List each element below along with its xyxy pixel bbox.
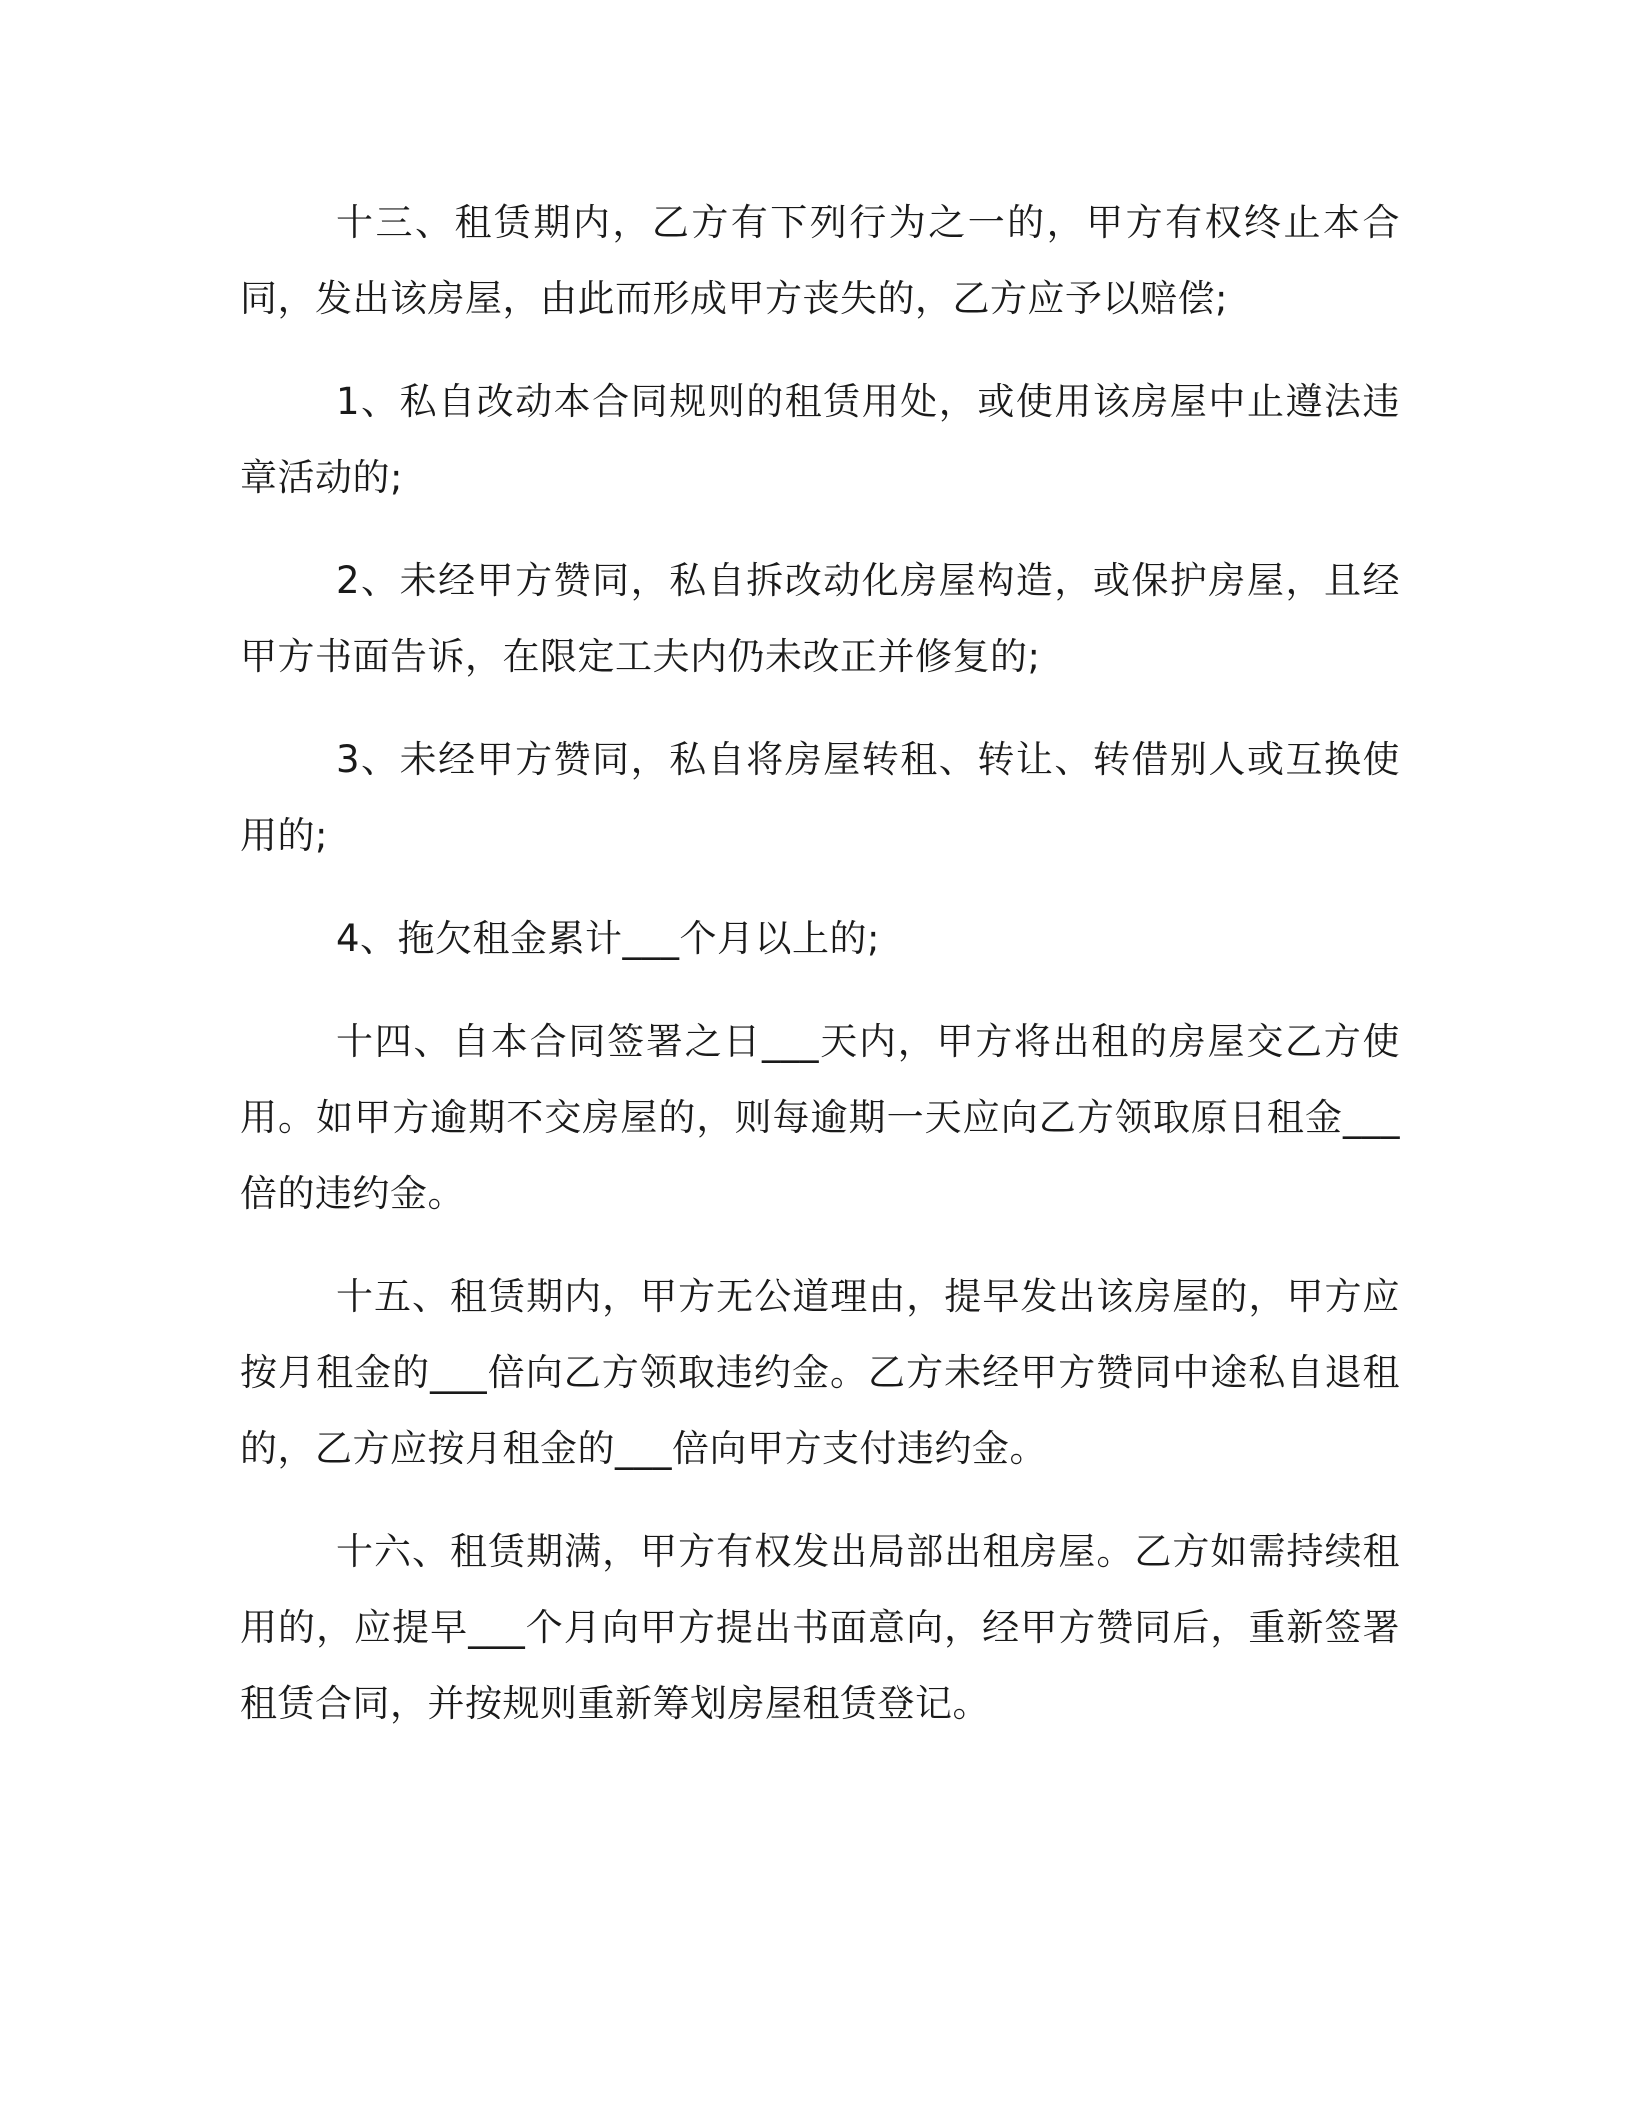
clause-13: 十三、租赁期内，乙方有下列行为之一的，甲方有权终止本合同，发出该房屋，由此而形成甲方丧失的，乙方应予以赔偿; [240,201,1400,320]
clause-13-item-4: 4、拖欠租金累计___个月以上的; [336,917,881,960]
clause-13-item-1: 1、私自改动本合同规则的租赁用处，或使用该房屋中止遵法违章活动的; [240,380,1400,499]
clause-15: 十五、租赁期内，甲方无公道理由，提早发出该房屋的，甲方应按月租金的___倍向乙方领取违约金。乙方未经甲方赞同中途私自退租的，乙方应按月租金的___倍向甲方支付违约金。 [240,1275,1400,1470]
clause-16: 十六、租赁期满，甲方有权发出局部出租房屋。乙方如需持续租用的，应提早___个月向甲方提出书面意向，经甲方赞同后，重新签署租赁合同，并按规则重新筹划房屋租赁登记。 [240,1530,1400,1725]
clause-13-item-3: 3、未经甲方赞同，私自将房屋转租、转让、转借别人或互换使用的; [240,738,1400,857]
clause-13-item-2: 2、未经甲方赞同，私自拆改动化房屋构造，或保护房屋，且经甲方书面告诉，在限定工夫内仍未改正并修复的; [240,559,1400,678]
document-body [240,185,1400,1769]
clause-14: 十四、自本合同签署之日___天内，甲方将出租的房屋交乙方使用。如甲方逾期不交房屋的，则每逾期一天应向乙方领取原日租金___倍的违约金。 [240,1020,1400,1215]
